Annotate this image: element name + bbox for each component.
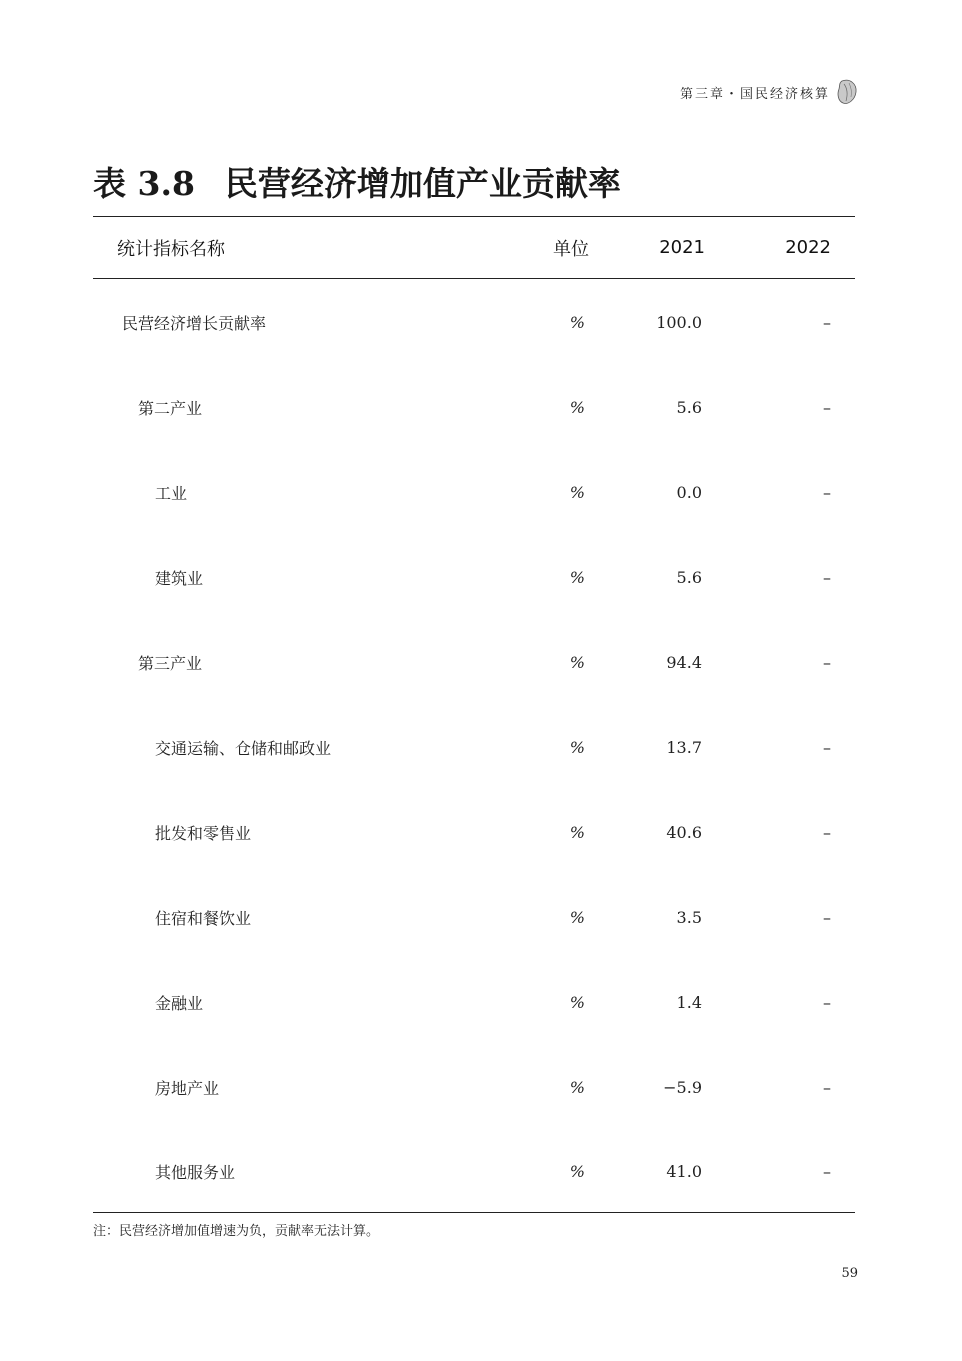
- running-head-text: 第三章・国民经济核算: [679, 86, 830, 102]
- unit-cell: %: [569, 737, 585, 757]
- unit-cell: %: [569, 1077, 585, 1097]
- page-number: 59: [841, 1266, 858, 1281]
- unit-cell: %: [569, 1161, 585, 1181]
- table-row: [93, 1044, 855, 1129]
- unit-cell: %: [569, 907, 585, 927]
- running-head: [680, 78, 858, 106]
- indicator-name: 住宿和餐饮业: [155, 908, 252, 928]
- leaf-logo-icon: [836, 78, 858, 106]
- value-2022: –: [823, 397, 831, 417]
- header-year-2022: 2022: [785, 237, 831, 258]
- value-2021: 0.0: [676, 482, 702, 502]
- value-2022: –: [823, 992, 831, 1012]
- indicator-name: 民营经济增长贡献率: [122, 313, 267, 333]
- table-title-text: 民营经济增加值产业贡献率: [224, 164, 621, 204]
- value-2022: –: [823, 1161, 831, 1181]
- value-2022: –: [823, 822, 831, 842]
- indicator-name: 房地产业: [155, 1078, 220, 1098]
- table-row: [93, 959, 855, 1044]
- table-row: [93, 449, 855, 534]
- header-unit: 单位: [553, 238, 589, 260]
- table-number: 表 3.8: [93, 164, 195, 204]
- table-row: [93, 704, 855, 789]
- indicator-name: 工业: [155, 483, 188, 503]
- header-indicator-name: 统计指标名称: [117, 238, 225, 260]
- value-2022: –: [823, 907, 831, 927]
- unit-cell: %: [569, 482, 585, 502]
- value-2021: 100.0: [656, 312, 702, 332]
- contribution-table: [93, 216, 855, 1213]
- table-row: [93, 1129, 855, 1213]
- unit-cell: %: [569, 992, 585, 1012]
- indicator-name: 第三产业: [138, 653, 203, 673]
- table-row: [93, 619, 855, 704]
- value-2021: 1.4: [676, 992, 702, 1012]
- table-note: 注：民营经济增加值增速为负，贡献率无法计算。: [93, 1224, 380, 1239]
- unit-cell: %: [569, 652, 585, 672]
- value-2022: –: [823, 312, 831, 332]
- value-2021: 5.6: [676, 567, 702, 587]
- value-2021: −5.9: [663, 1077, 702, 1097]
- table-row: [93, 789, 855, 874]
- indicator-name: 第二产业: [138, 398, 203, 418]
- unit-cell: %: [569, 312, 585, 332]
- value-2022: –: [823, 1077, 831, 1097]
- value-2021: 41.0: [666, 1161, 702, 1181]
- unit-cell: %: [569, 397, 585, 417]
- value-2021: 40.6: [666, 822, 702, 842]
- unit-cell: %: [569, 567, 585, 587]
- indicator-name: 批发和零售业: [155, 823, 252, 843]
- header-year-2021: 2021: [659, 237, 705, 258]
- indicator-name: 交通运输、仓储和邮政业: [155, 738, 332, 758]
- indicator-name: 建筑业: [155, 568, 204, 588]
- table-header-row: [93, 217, 855, 279]
- table-row: [93, 874, 855, 959]
- indicator-name: 金融业: [155, 993, 204, 1013]
- value-2021: 3.5: [676, 907, 702, 927]
- indicator-name: 其他服务业: [155, 1162, 236, 1182]
- value-2021: 94.4: [666, 652, 702, 672]
- value-2021: 13.7: [666, 737, 702, 757]
- page-title: [93, 158, 621, 205]
- value-2022: –: [823, 482, 831, 502]
- value-2021: 5.6: [676, 397, 702, 417]
- table-row: [93, 364, 855, 449]
- table-row: [93, 534, 855, 619]
- value-2022: –: [823, 737, 831, 757]
- table-row: [93, 279, 855, 364]
- value-2022: –: [823, 567, 831, 587]
- value-2022: –: [823, 652, 831, 672]
- unit-cell: %: [569, 822, 585, 842]
